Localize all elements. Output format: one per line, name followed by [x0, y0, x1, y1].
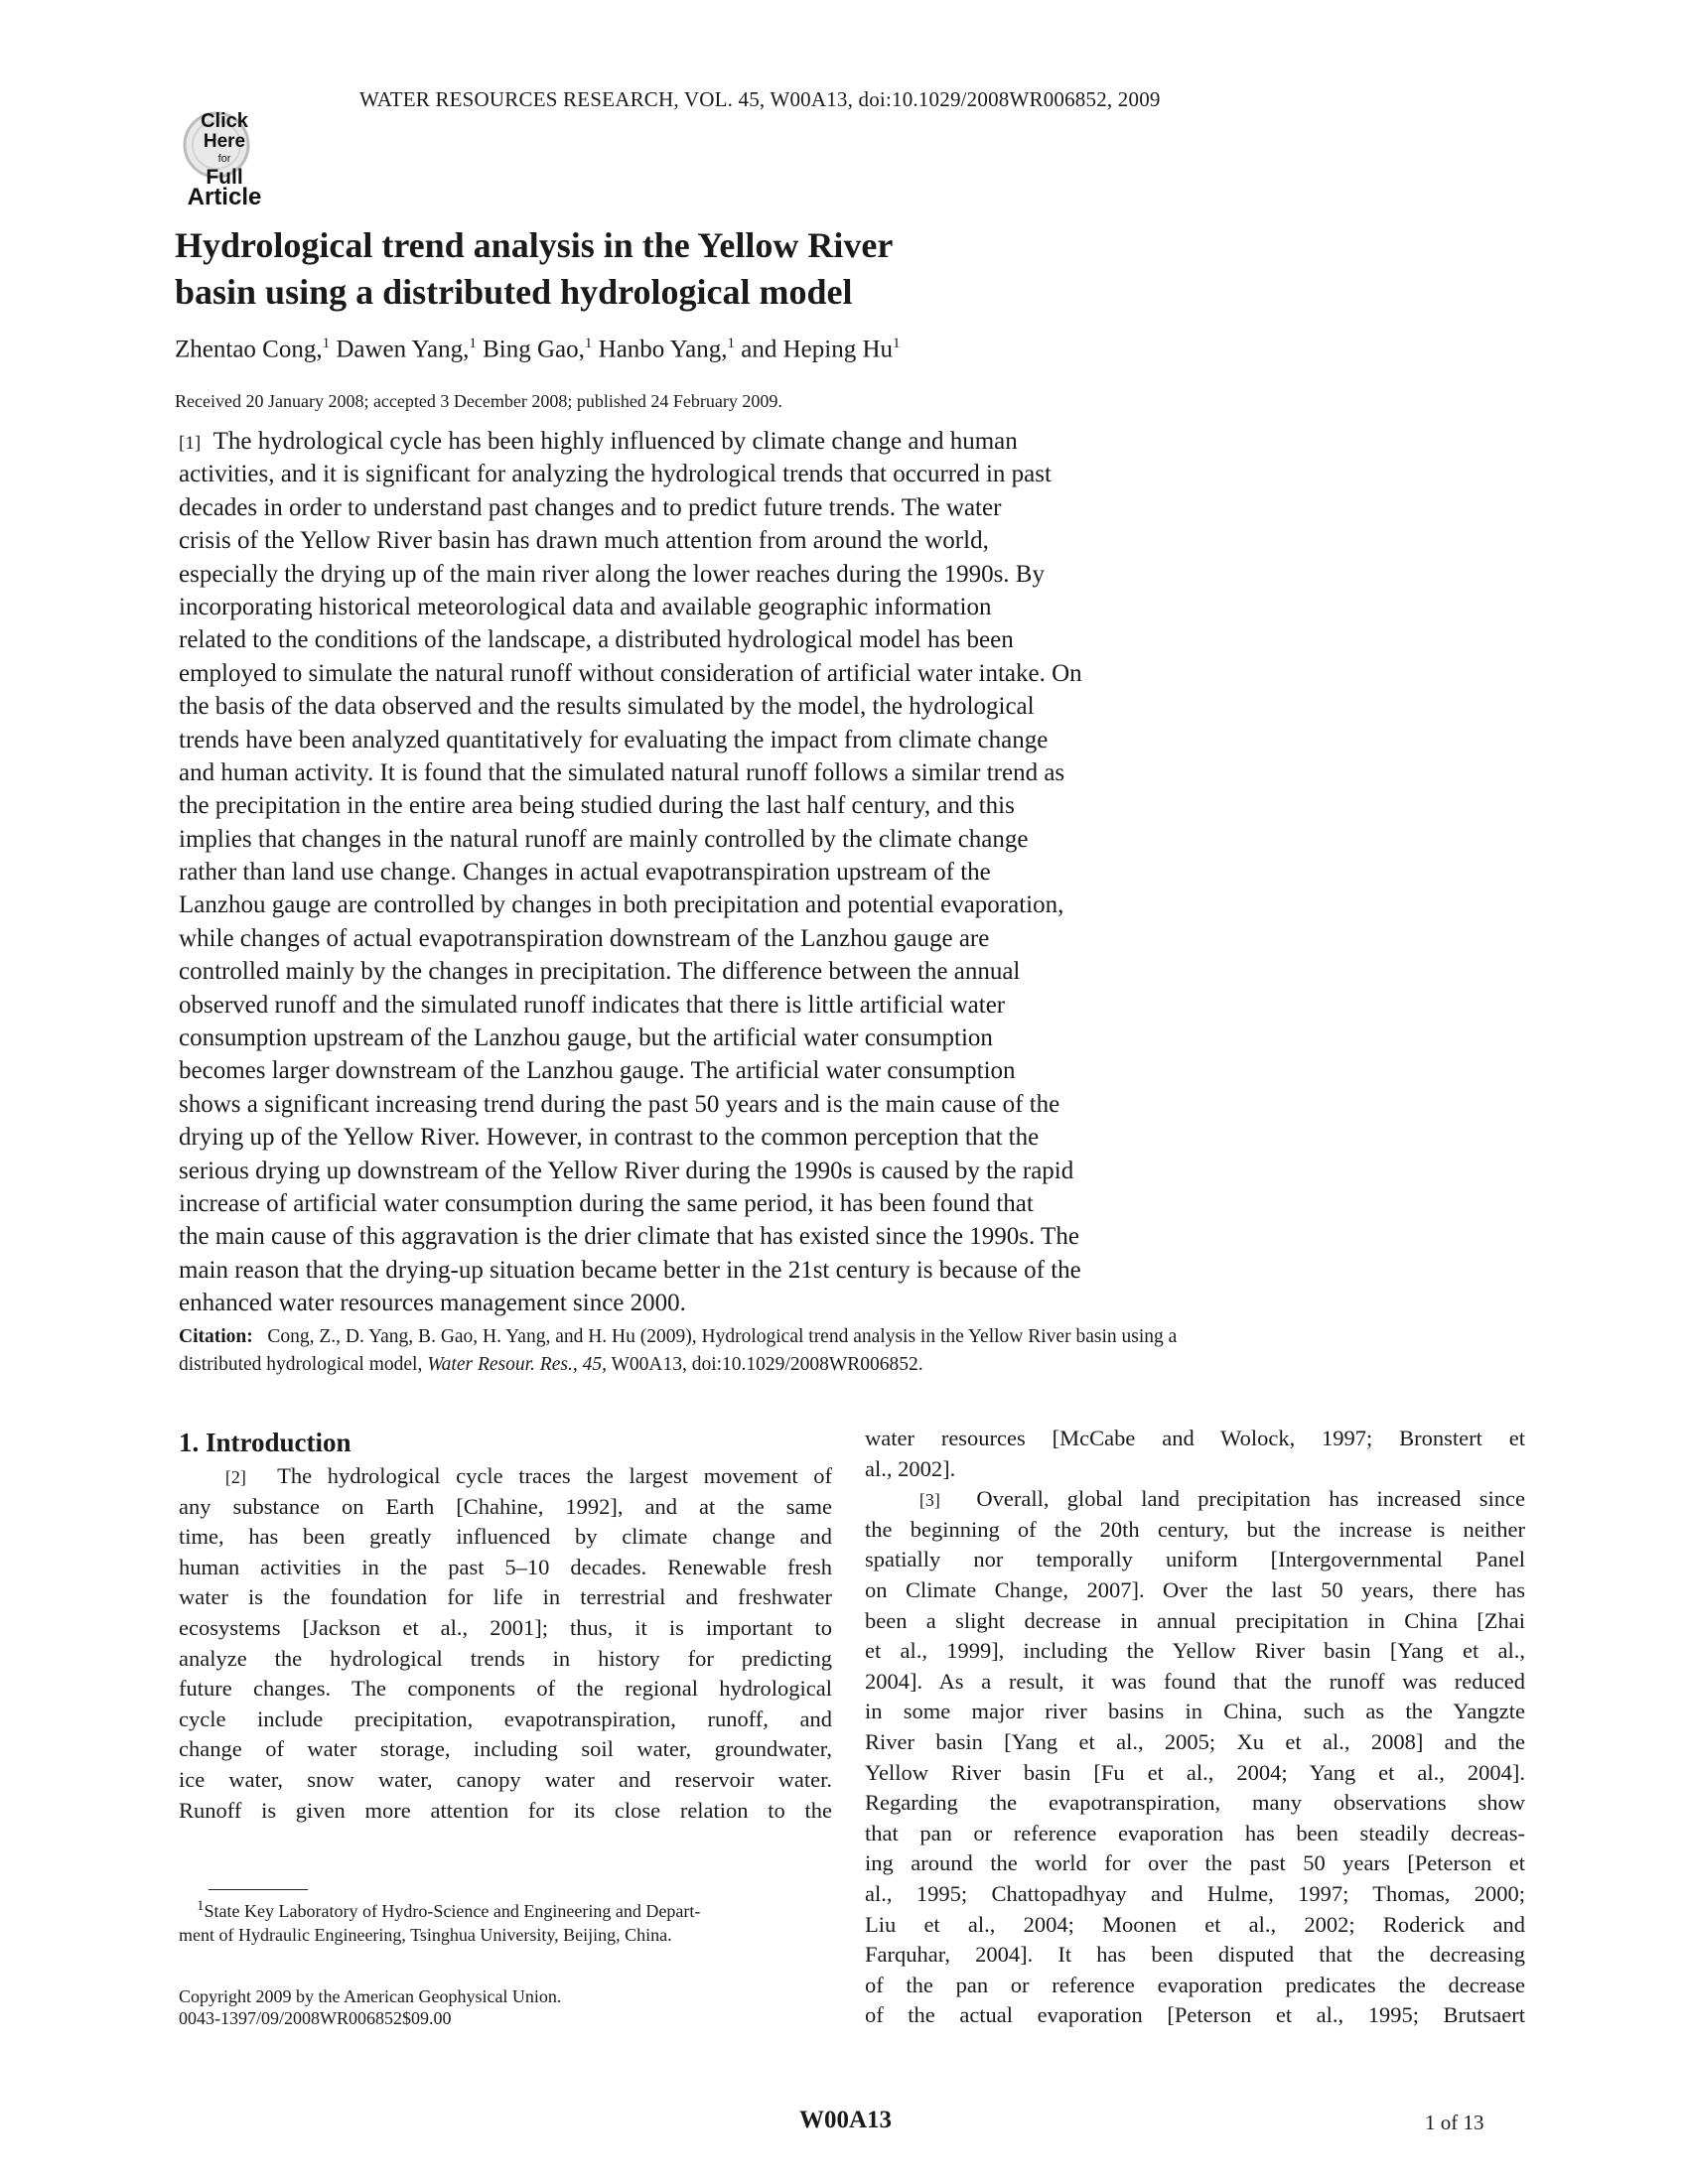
body-line: in some major river basins in China, such as the Yangzte	[865, 1699, 1525, 1724]
abstract-line: trends have been analyzed quantitatively for evaluating the impact from climate change	[179, 726, 1049, 753]
badge-line-full: Full	[206, 166, 243, 189]
abstract-line: drying up of the Yellow River. However, in contrast to the common perception that the	[179, 1124, 1040, 1152]
body-line: future changes. The components of the regional hydrological	[179, 1676, 832, 1702]
body-line: Regarding the evapotranspiration, many observations show	[865, 1790, 1525, 1816]
abstract-line: shows a significant increasing trend during the past 50 years and is the main cause of the	[179, 1090, 1060, 1118]
body-line: any substance on Earth [Chahine, 1992], and at the same	[179, 1493, 832, 1519]
body-line: al., 1995; Chattopadhyay and Hulme, 1997; Thomas, 2000;	[865, 1880, 1525, 1906]
abstract-line: incorporating historical meteorological data and available geographic information	[179, 593, 992, 620]
body-line: [2] The hydrological cycle traces the largest movement of	[224, 1463, 832, 1488]
body-line: on Climate Change, 2007]. Over the last 50 years, there has	[865, 1576, 1525, 1602]
body-line: al., 2002].	[865, 1455, 956, 1481]
abstract-line: enhanced water resources management since 2000.	[179, 1290, 686, 1317]
abstract-line: the basis of the data observed and the results simulated by the model, the hydrological	[179, 693, 1035, 721]
body-line: ice water, snow water, canopy water and reservoir water.	[179, 1766, 832, 1792]
journal-header: WATER RESOURCES RESEARCH, VOL. 45, W00A13, doi:10.1029/2008WR006852, 2009	[359, 87, 1161, 111]
body-line: Runoff is given more attention for its close relation to the	[179, 1797, 832, 1823]
copyright-line: Copyright 2009 by the American Geophysical Union.	[179, 1986, 562, 2006]
footnote-line: ment of Hydraulic Engineering, Tsinghua University, Beijing, China.	[179, 1925, 672, 1945]
citation-label: Citation:	[179, 1326, 253, 1347]
abstract-line: and human activity. It is found that the simulated natural runoff follows a similar trend as	[179, 758, 1065, 786]
author-name: Zhentao Cong,	[175, 336, 323, 363]
footnote-divider	[209, 1889, 308, 1890]
author-name: Dawen Yang,	[336, 336, 470, 363]
citation-line: Citation: Cong, Z., D. Yang, B. Gao, H. Yang, and H. Hu (2009), Hydrological trend analysis in the Yellow River basin using a	[179, 1326, 1178, 1347]
affiliation-marker: 1	[469, 336, 477, 351]
affiliation-marker: 1	[584, 336, 593, 351]
footnote-marker: 1	[197, 1898, 205, 1914]
body-line: [3] Overall, global land precipitation has increased since	[918, 1486, 1526, 1512]
body-line: spatially nor temporally uniform [Intergovernmental Panel	[865, 1547, 1525, 1572]
full-article-link[interactable]	[175, 107, 274, 210]
body-line: River basin [Yang et al., 2005; Xu et al., 2008] and the	[865, 1728, 1525, 1754]
abstract-line: controlled mainly by the changes in precipitation. The difference between the annual	[179, 958, 1021, 986]
citation-block	[179, 1323, 1519, 1379]
footer-page-number: 1 of 13	[1425, 2111, 1484, 2134]
abstract-line: main reason that the drying-up situation became better in the 21st century is because of the	[179, 1256, 1081, 1284]
abstract-line: the precipitation in the entire area being studied during the last half century, and this	[179, 792, 1015, 820]
body-line: ecosystems [Jackson et al., 2001]; thus, it is important to	[179, 1614, 832, 1640]
author-list	[175, 336, 1267, 363]
footer-article-id: W00A13	[799, 2107, 893, 2133]
abstract-line: consumption upstream of the Lanzhou gauge, but the artificial water consumption	[179, 1024, 993, 1052]
paragraph-number: [3]	[918, 1490, 940, 1511]
citation-line: distributed hydrological model, Water Resour. Res., 45, W00A13, doi:10.1029/2008WR006852.	[179, 1354, 923, 1375]
abstract-line: observed runoff and the simulated runoff indicates that there is little artificial water	[179, 991, 1006, 1019]
body-line: change of water storage, including soil water, groundwater,	[179, 1736, 832, 1762]
body-line: time, has been greatly influenced by climate change and	[179, 1524, 832, 1550]
paragraph-number: [1]	[179, 433, 202, 454]
abstract	[179, 425, 1271, 1320]
abstract-line: the main cause of this aggravation is the drier climate that has existed since the 1990s. The	[179, 1223, 1079, 1251]
body-line: water is the foundation for life in terrestrial and freshwater	[179, 1584, 832, 1610]
abstract-line: implies that changes in the natural runoff are mainly controlled by the climate change	[179, 825, 1029, 853]
abstract-line: employed to simulate the natural runoff without consideration of artificial water intake. On	[179, 659, 1082, 687]
body-line: et al., 1999], including the Yellow River basin [Yang et al.,	[865, 1638, 1525, 1664]
affiliation-footnote	[179, 1894, 834, 1947]
section-heading: 1. Introduction	[179, 1428, 352, 1457]
publication-dates: Received 20 January 2008; accepted 3 December 2008; published 24 February 2009.	[175, 391, 782, 411]
body-line: been a slight decrease in annual precipitation in China [Zhai	[865, 1607, 1525, 1633]
body-line: water resources [McCabe and Wolock, 1997; Bronstert et	[865, 1426, 1525, 1450]
body-line: of the actual evaporation [Peterson et al., 1995; Brutsaert	[865, 2002, 1525, 2028]
abstract-line: decades in order to understand past changes and to predict future trends. The water	[179, 493, 1002, 521]
affiliation-marker: 1	[727, 336, 736, 351]
badge-line-click: Click	[201, 110, 248, 132]
copyright-notice	[179, 1985, 834, 2029]
abstract-line: serious drying up downstream of the Yellow River during the 1990s is caused by the rapid	[179, 1157, 1074, 1184]
body-line: cycle include precipitation, evapotranspiration, runoff, and	[179, 1706, 832, 1731]
journal-name: Water Resour. Res., 45,	[427, 1354, 607, 1375]
affiliation-marker: 1	[893, 336, 901, 351]
abstract-line: Lanzhou gauge are controlled by changes in both precipitation and potential evaporation,	[179, 891, 1064, 919]
body-line: analyze the hydrological trends in history for predicting	[179, 1645, 832, 1671]
abstract-line: related to the conditions of the landscape, a distributed hydrological model has been	[179, 626, 1014, 654]
body-line: that pan or reference evaporation has been steadily decreas-	[865, 1820, 1525, 1845]
author-name: Bing Gao,	[483, 336, 585, 363]
body-line: of the pan or reference evaporation predicates the decrease	[865, 1972, 1525, 1997]
abstract-line: especially the drying up of the main river along the lower reaches during the 1990s. By	[179, 560, 1045, 588]
author-name: Hanbo Yang,	[598, 336, 728, 363]
left-column	[179, 1424, 832, 1826]
right-column	[865, 1424, 1525, 2031]
abstract-line: [1] The hydrological cycle has been highly influenced by climate change and human	[179, 428, 1018, 455]
body-line: 2004]. As a result, it was found that the runoff was reduced	[865, 1668, 1525, 1694]
paragraph-number: [2]	[224, 1467, 246, 1487]
badge-line-for: for	[217, 153, 231, 165]
title-line: basin using a distributed hydrological model	[175, 272, 853, 312]
abstract-line: activities, and it is significant for analyzing the hydrological trends that occurred in past	[179, 461, 1052, 488]
body-line: Liu et al., 2004; Moonen et al., 2002; Roderick and	[865, 1911, 1525, 1937]
abstract-line: while changes of actual evapotranspiration downstream of the Lanzhou gauge are	[179, 924, 990, 952]
abstract-line: becomes larger downstream of the Lanzhou gauge. The artificial water consumption	[179, 1057, 1016, 1085]
body-line: Farquhar, 2004]. It has been disputed that the decreasing	[865, 1942, 1525, 1968]
abstract-line: crisis of the Yellow River basin has drawn much attention from around the world,	[179, 527, 989, 555]
issn-line: 0043-1397/09/2008WR006852$09.00	[179, 2008, 452, 2028]
abstract-line: rather than land use change. Changes in actual evapotranspiration upstream of the	[179, 859, 991, 887]
abstract-line: increase of artificial water consumption during the same period, it has been found that	[179, 1189, 1034, 1217]
body-line: Yellow River basin [Fu et al., 2004; Yang et al., 2004].	[865, 1759, 1525, 1785]
footnote-line: $^1$State Key Laboratory of Hydro-Science and Engineering and Depart-	[197, 1898, 701, 1921]
title-line: Hydrological trend analysis in the Yellow River	[175, 225, 894, 265]
author-name: and Heping Hu	[741, 336, 894, 363]
badge-line-here: Here	[203, 131, 246, 152]
paper-title	[175, 222, 1068, 316]
affiliation-marker: 1	[322, 336, 331, 351]
badge-line-article: Article	[187, 184, 262, 210]
body-line: the beginning of the 20th century, but the increase is neither	[865, 1516, 1525, 1542]
body-line: human activities in the past 5–10 decades. Renewable fresh	[179, 1554, 832, 1579]
body-line: ing around the world for over the past 50 years [Peterson et	[865, 1850, 1525, 1876]
